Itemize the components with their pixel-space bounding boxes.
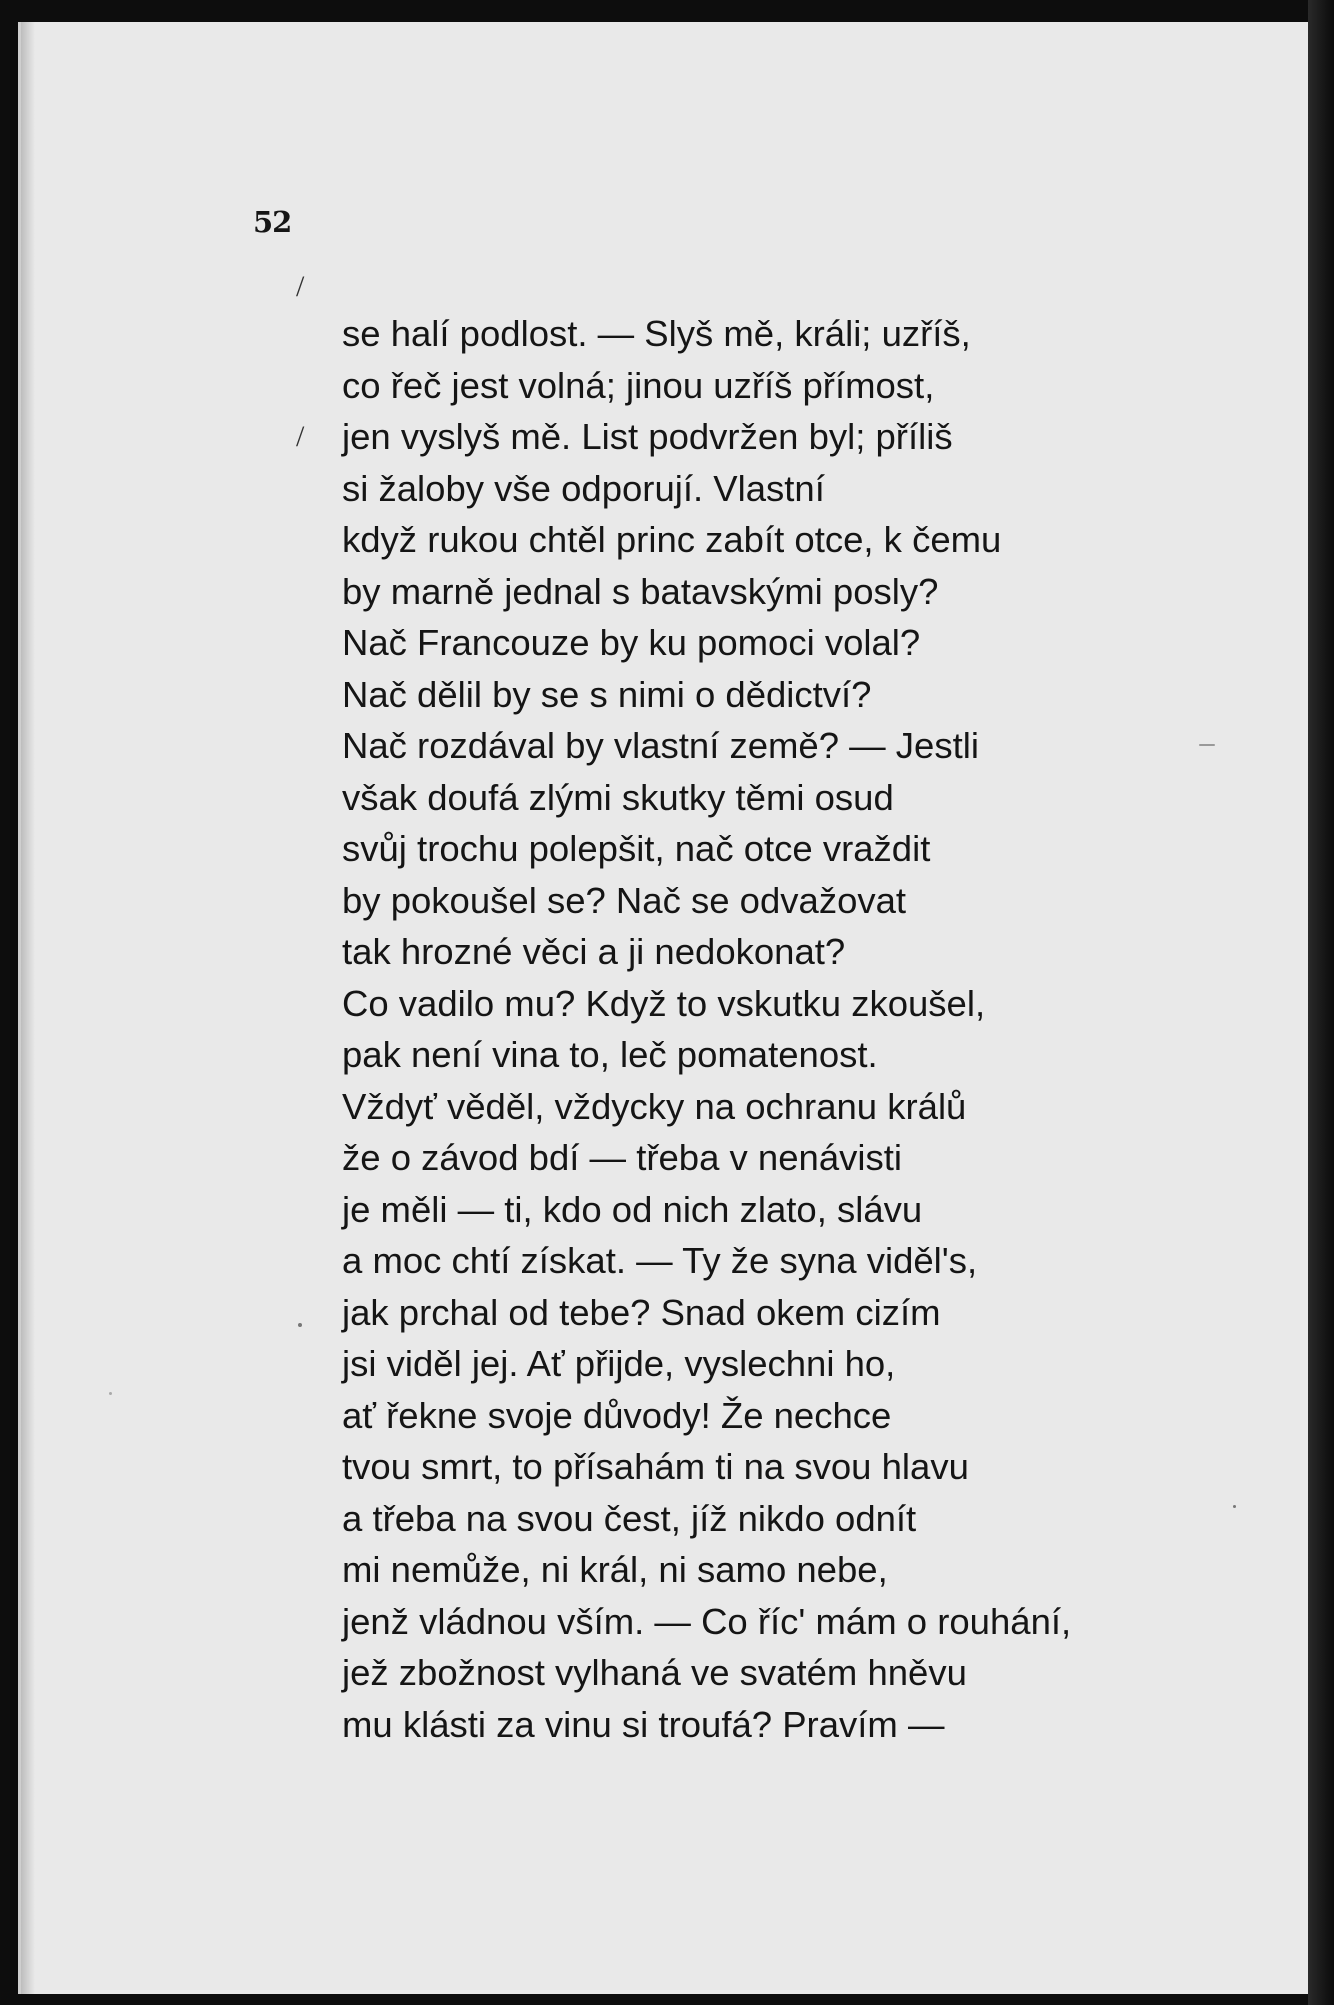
page-gutter-shadow bbox=[21, 22, 35, 1994]
poem-line: jsi viděl jej. Ať přijde, vyslechni ho, bbox=[342, 1343, 896, 1384]
poem-line: Co vadilo mu? Když to vskutku zkoušel, bbox=[342, 982, 986, 1024]
poem-line: Nač dělil by se s nimi o dědictví? bbox=[342, 673, 872, 715]
poem-line: že o závod bdí — třeba v nenávisti bbox=[342, 1137, 902, 1178]
poem-line: a třeba na svou čest, jíž nikdo odnít bbox=[342, 1497, 917, 1539]
poem-text bbox=[342, 308, 1071, 1750]
margin-speck bbox=[1233, 1505, 1236, 1508]
poem-line: Nač rozdával by vlastní země? — Jestli bbox=[342, 725, 979, 766]
poem-line: by pokoušel se? Nač se odvažovat bbox=[342, 879, 907, 921]
margin-speck bbox=[1199, 744, 1215, 746]
scan-right-edge bbox=[1308, 0, 1334, 2005]
poem-line: jak prchal od tebe? Snad okem cizím bbox=[342, 1291, 941, 1333]
poem-line: jež zbožnost vylhaná ve svatém hněvu bbox=[342, 1652, 967, 1693]
page-number: 52 bbox=[253, 205, 292, 239]
poem-line: svůj trochu polepšit, nač otce vraždit bbox=[342, 828, 931, 869]
poem-line: jen vyslyš mě. List podvržen byl; příliš bbox=[342, 416, 953, 457]
poem-line: Nač Francouze by ku pomoci volal? bbox=[342, 622, 921, 663]
poem-line: však doufá zlými skutky těmi osud bbox=[342, 776, 894, 818]
poem-line: pak není vina to, leč pomatenost. bbox=[342, 1034, 878, 1075]
poem-line: ať řekne svoje důvody! Že nechce bbox=[342, 1394, 892, 1436]
poem-line: jenž vládnou vším. — Co říc' mám o rouhání, bbox=[342, 1600, 1072, 1642]
poem-line: Vždyť věděl, vždycky na ochranu králů bbox=[342, 1085, 967, 1127]
margin-speck bbox=[298, 1323, 302, 1327]
poem-line: by marně jednal s batavskými posly? bbox=[342, 570, 939, 612]
margin-speck bbox=[109, 1392, 112, 1395]
poem-line: tak hrozné věci a ji nedokonat? bbox=[342, 931, 846, 972]
book-page bbox=[18, 22, 1311, 1994]
poem-line: a moc chtí získat. — Ty že syna viděl's, bbox=[342, 1240, 978, 1281]
margin-mark: / bbox=[296, 270, 305, 303]
poem-line: mi nemůže, ni král, ni samo nebe, bbox=[342, 1549, 888, 1590]
poem-line: co řeč jest volná; jinou uzříš přímost, bbox=[342, 364, 935, 406]
poem-line: je měli — ti, kdo od nich zlato, slávu bbox=[342, 1188, 923, 1230]
poem-line: tvou smrt, to přísahám ti na svou hlavu bbox=[342, 1446, 969, 1487]
margin-mark: / bbox=[296, 420, 305, 453]
poem-line: mu klásti za vinu si troufá? Pravím — bbox=[342, 1703, 945, 1745]
poem-line: se halí podlost. — Slyš mě, králi; uzříš, bbox=[342, 313, 971, 354]
poem-line: si žaloby vše odporují. Vlastní bbox=[342, 467, 825, 509]
poem-line: když rukou chtěl princ zabít otce, k čemu bbox=[342, 519, 1002, 560]
